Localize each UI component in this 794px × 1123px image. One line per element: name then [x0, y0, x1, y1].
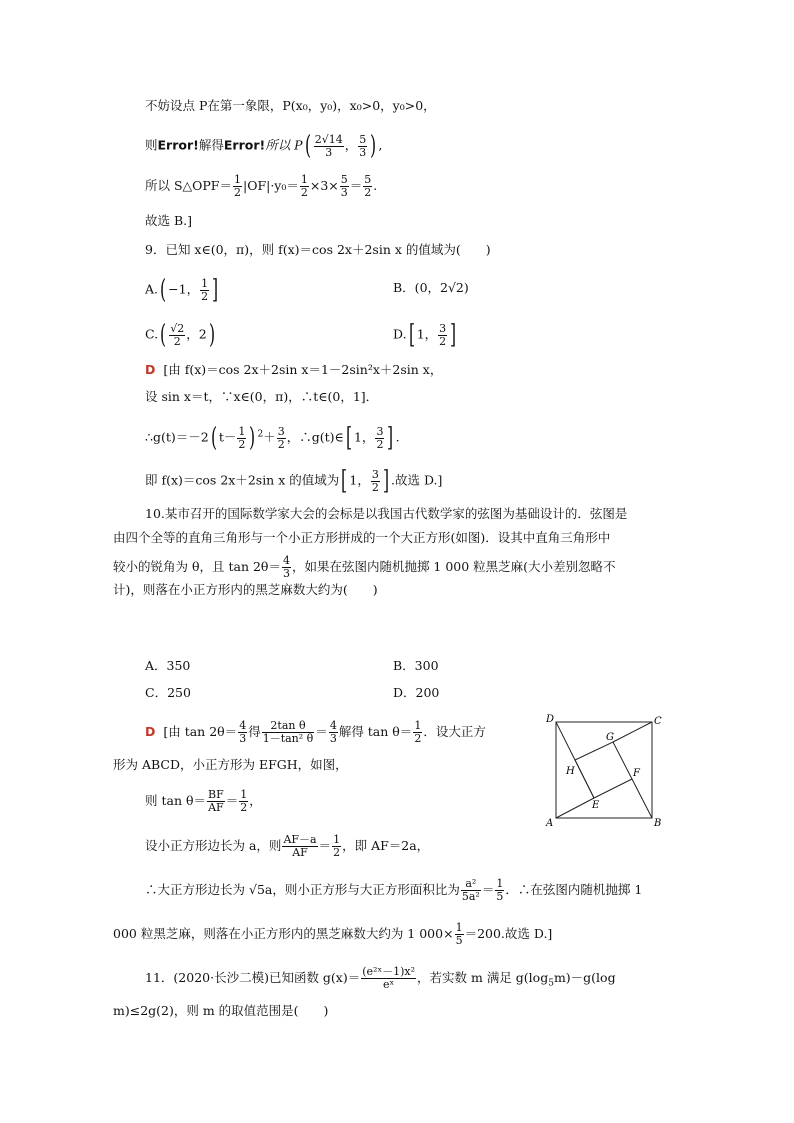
q10-option-d: D．200 [393, 685, 440, 700]
q10-stem-line-1: 10.某市召开的国际数学家大会的会标是以我国古代数学家的弦图为基础设计的．弦图是 [145, 506, 628, 521]
q9-solution-line-2: 设 sin x＝t，∵x∈(0，π)，∴t∈(0，1]． [145, 389, 379, 404]
q9-option-c: C.( $\frac{√2}{2}$ ，2) [145, 320, 215, 350]
line-ae [556, 798, 594, 818]
label-g: G [606, 732, 614, 743]
string-figure-diagram [540, 712, 670, 830]
q11-stem-line-2: m)≤2g(2)，则 m 的取值范围是( ) [113, 1003, 329, 1018]
q10-solution-line-3: 则 tan θ＝ $\frac{BF}{AF}$ ＝ $\frac{1}{2}$ ， [145, 788, 262, 814]
q9-solution-line-4: 即 f(x)＝cos 2x＋2sin x 的值域为[ 1， $\frac{3}{2}$ ] .故选 D.] [145, 466, 443, 496]
label-e: E [592, 800, 600, 811]
q9-option-a: A.( −1， $\frac{1}{2}$ ] [145, 275, 219, 305]
q9-answer-label: D [145, 362, 156, 377]
q10-option-c: C．250 [145, 685, 191, 700]
square-efgh [575, 742, 632, 798]
q10-solution-line-2: 形为 ABCD，小正方形为 EFGH，如图， [113, 757, 348, 772]
q10-solution-line-5: ∴大正方形边长为 √5a，则小正方形与大正方形面积比为 $\frac{\text{a²}}{\text{5a²}}$ ＝ $\frac{1}{5}$ ．∴在弦图内随机抛掷 1 [145, 877, 643, 903]
q10-solution-line-6: 000 粒黑芝麻，则落在小正方形内的黑芝麻数大约为 1 000× $\frac{1}{5}$ ＝200.故选 D.] [113, 921, 553, 947]
label-h: H [566, 766, 575, 777]
prev-line-2: 则Error!解得Error!所以 P( $\frac{2√14}{3}$ ， $\frac{5}{3}$ ) , [145, 131, 383, 161]
q10-option-b: B．300 [393, 658, 439, 673]
q10-answer-label: D [145, 724, 156, 739]
q11-stem-line-1: 11．(2020·长沙二模)已知函数 g(x)＝ $\frac{\text{(e²ˣ－1)x²}}{\text{eˣ}}$ ，若实数 m 满足 $g(\log_5m)-g(\log$ [145, 965, 616, 991]
line-cg [613, 722, 652, 742]
prev-line-4: 故选 B.] [145, 213, 193, 228]
q9-stem: 9．已知 x∈(0，π)，则 f(x)＝cos 2x＋2sin x 的值域为( ) [145, 242, 491, 257]
prev-line-1: 不妨设点 P在第一象限，P(x₀，y₀)，x₀>0，y₀>0， [145, 98, 436, 113]
label-d: D [546, 714, 555, 725]
q9-solution-line-3: ∴g(t)＝－2( t－ $\frac{1}{2}$ ) $^2$＋ $\frac{3}{2}$ ，∴g(t)∈[ 1， $\frac{3}{2}$ ] . [145, 423, 400, 453]
q9-solution-line-1: D [由 f(x)＝cos 2x＋2sin x＝1－2sin²x＋2sin x， [145, 362, 443, 377]
label-a: A [546, 818, 554, 829]
prev-line-3: 所以 S△OPF＝ $\frac{1}{2}$ |OF|·y₀＝ $\frac{1}{2}$ ×3× $\frac{5}{3}$ ＝ $\frac{5}{2}$ . [145, 173, 378, 199]
label-f: F [633, 768, 640, 779]
q9-option-b: B．(0，2√2) [393, 280, 469, 295]
q10-stem-line-4: 计)，则落在小正方形内的黑芝麻数大约为( ) [113, 582, 378, 597]
label-c: C [654, 716, 662, 727]
label-b: B [654, 818, 662, 829]
q10-solution-line-4: 设小正方形边长为 a，则 $\frac{AF-a}{AF}$ ＝ $\frac{1}{2}$ ，即 AF＝2a， [145, 833, 430, 859]
q10-solution-line-1: D [由 tan 2θ＝ $\frac{4}{3}$ 得 $\frac{\text{2tan θ}}{\text{1－tan² θ}}$ ＝ $\frac{4}{3}$ 解得 tan θ＝ $\frac{1}{2}$ ．设大正方 [145, 719, 486, 745]
line-bf [632, 779, 652, 818]
q10-stem-line-2: 由四个全等的直角三角形与一个小正方形拼成的一个大正方形(如图)．设其中直角三角形中 [113, 530, 611, 545]
q10-stem-line-3: 较小的锐角为 θ，且 tan 2θ＝ $\frac{4}{3}$ ，如果在弦图内随机抛掷 1 000 粒黑芝麻(大小差别忽略不 [113, 554, 616, 580]
q9-option-d: D.[ 1， $\frac{3}{2}$ ] [393, 320, 457, 350]
q10-option-a: A．350 [145, 658, 191, 673]
